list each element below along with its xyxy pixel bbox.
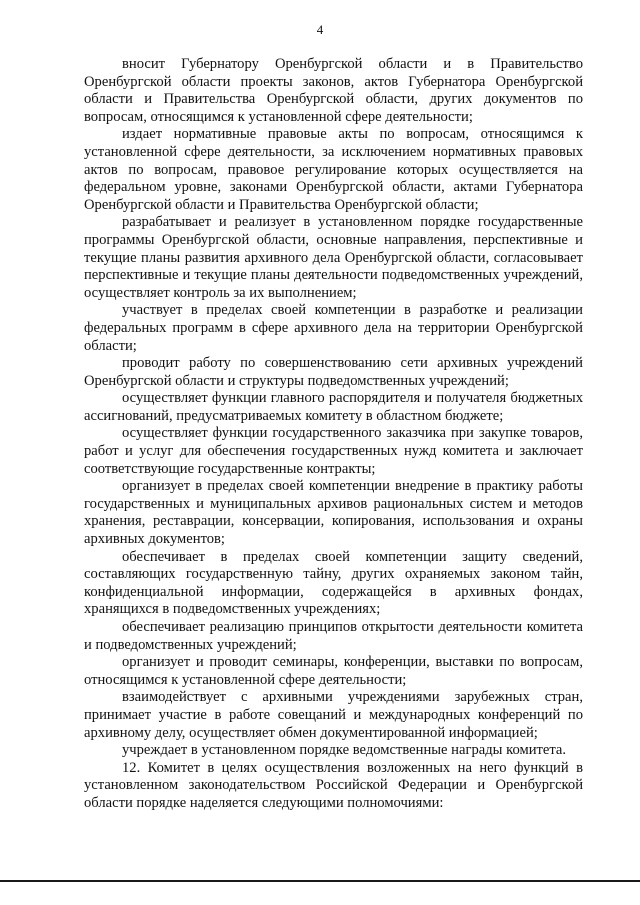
- paragraph: вносит Губернатору Оренбургской области и в Правительство Оренбургской области проекты законов, актов Губернатора Оренбургской области и Правительства Оренбургской области, других документов по вопросам, относящимся к установленной сфере деятельности;: [84, 56, 583, 125]
- paragraph: взаимодействует с архивными учреждениями зарубежных стран, принимает участие в работе совещаний и международных конференций по архивному делу, осуществляет обмен документированной информацией;: [84, 689, 583, 741]
- page-number: 4: [316, 22, 324, 37]
- paragraph: организует и проводит семинары, конференции, выставки по вопросам, относящимся к установленной сфере деятельности;: [84, 654, 583, 688]
- document-body: [84, 56, 583, 813]
- paragraph: организует в пределах своей компетенции внедрение в практику работы государственных и муниципальных архивов рациональных систем и методов хранения, реставрации, консервации, копирования, использования и охраны архивных документов;: [84, 478, 583, 548]
- paragraph: издает нормативные правовые акты по вопросам, относящимся к установленной сфере деятельности, за исключением нормативных правовых актов по вопросам, правовое регулирование которых осуществляется на федеральном уровне, законами Оренбургской области, актами Губернатора Оренбургской области и Правительства Оренбургской области;: [84, 126, 583, 213]
- section-12-paragraph: 12. Комитет в целях осуществления возложенных на него функций в установленном законодательством Российской Федерации и Оренбургской области порядке наделяется следующими полномочиями:: [84, 759, 583, 811]
- paragraph: осуществляет функции главного распорядителя и получателя бюджетных ассигнований, предусматриваемых комитету в областном бюджете;: [84, 390, 583, 424]
- paragraph: осуществляет функции государственного заказчика при закупке товаров, работ и услуг для обеспечения государственных нужд комитета и заключает соответствующие государственные контракты;: [84, 425, 583, 477]
- paragraph: учреждает в установленном порядке ведомственные награды комитета.: [122, 742, 567, 759]
- paragraph: проводит работу по совершенствованию сети архивных учреждений Оренбургской области и структуры подведомственных учреждений;: [84, 355, 583, 389]
- paragraph: участвует в пределах своей компетенции в разработке и реализации федеральных программ в сфере архивного дела на территории Оренбургской области;: [84, 302, 583, 354]
- paragraph: обеспечивает в пределах своей компетенции защиту сведений, составляющих государственную тайну, других охраняемых законом тайн, конфиденциальной информации, содержащейся в архивных фондах, хранящихся в подведомственных учреждениях;: [84, 548, 583, 618]
- paragraph: обеспечивает реализацию принципов открытости деятельности комитета и подведомственных учреждений;: [84, 619, 583, 653]
- bottom-rule: [0, 880, 640, 882]
- paragraph: разрабатывает и реализует в установленном порядке государственные программы Оренбургской области, основные направления, перспективные и текущие планы развития архивного дела Оренбургской области, согласовывает перспективные и текущие планы деятельности подведомственных учреждений, осуществляет контроль за их выполнением;: [84, 214, 583, 301]
